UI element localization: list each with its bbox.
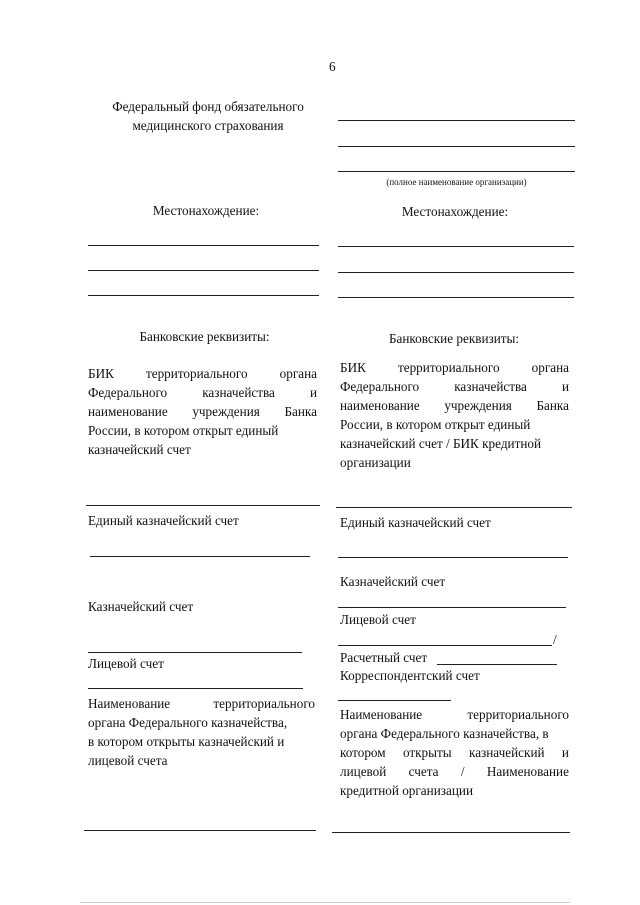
right-single-treasury-account-line xyxy=(338,557,568,558)
left-personal-account-line xyxy=(88,688,303,689)
left-location-line-2 xyxy=(88,270,319,271)
right-name-word: и xyxy=(561,745,569,760)
left-org-title-line1: Федеральный фонд обязательного xyxy=(112,99,304,114)
right-bik-line-4: России, в котором открыт единый xyxy=(340,417,531,432)
right-correspondent-account-line xyxy=(338,700,451,701)
right-name-word: лицевой xyxy=(340,764,387,779)
right-correspondent-account-label: Корреспондентский счет xyxy=(340,668,480,683)
right-personal-account-line xyxy=(338,645,552,646)
left-bik-word: наименование xyxy=(88,404,168,419)
right-name-word: счета xyxy=(408,764,439,779)
right-settlement-account-label: Расчетный счет xyxy=(340,650,428,665)
right-org-name-line-3 xyxy=(338,171,575,172)
right-bik-line-3 xyxy=(340,396,569,415)
left-bik-word: органа xyxy=(279,366,317,381)
left-bik-block xyxy=(88,364,317,459)
left-bik-line xyxy=(86,505,320,506)
left-signature-line xyxy=(84,830,316,831)
left-treasury-account-label: Казначейский счет xyxy=(88,599,194,614)
left-bik-word: БИК xyxy=(88,366,114,381)
right-bik-line-5: казначейский счет / БИК кредитной xyxy=(340,436,542,451)
right-bik-word: органа xyxy=(531,360,569,375)
left-treasury-body-line-2: органа Федерального казначейства, xyxy=(88,715,288,730)
right-bik-line-6: организации xyxy=(340,455,411,470)
left-treasury-body-line-4: лицевой счета xyxy=(88,753,168,768)
right-name-line-1 xyxy=(340,705,569,724)
right-name-word: Наименование xyxy=(486,764,569,779)
right-name-word: территориального xyxy=(467,707,569,722)
left-org-title-line2: медицинского страхования xyxy=(132,118,284,133)
left-bik-word: учреждения xyxy=(192,404,260,419)
right-location-line-3 xyxy=(338,297,574,298)
right-signature-line xyxy=(332,832,570,833)
right-treasury-account-label: Казначейский счет xyxy=(340,574,446,589)
right-location-line-1 xyxy=(338,246,574,247)
right-treasury-account-line xyxy=(338,607,566,608)
left-bik-word: территориального xyxy=(145,366,248,381)
right-org-name-line-1 xyxy=(338,120,575,121)
right-name-block xyxy=(340,705,569,800)
right-bank-details-label: Банковские реквизиты: xyxy=(388,331,520,346)
right-settlement-account-line xyxy=(437,664,557,665)
right-name-line-5: кредитной организации xyxy=(340,783,474,798)
right-bik-word: наименование xyxy=(340,398,420,413)
right-bik-word: БИК xyxy=(340,360,366,375)
right-bik-word: Банка xyxy=(536,398,569,413)
right-bik-line-1 xyxy=(340,358,569,377)
left-treasury-body-block xyxy=(88,694,315,770)
left-bank-details-label: Банковские реквизиты: xyxy=(139,329,270,344)
left-bik-line-2 xyxy=(88,383,317,402)
right-name-line-4 xyxy=(340,762,569,781)
page-number: 6 xyxy=(329,59,336,74)
left-bik-line-1 xyxy=(88,364,317,383)
right-name-word: Наименование xyxy=(340,707,423,722)
left-treasury-body-line-1 xyxy=(88,694,315,713)
right-bik-word: и xyxy=(561,379,569,394)
right-bik-word: территориального xyxy=(397,360,500,375)
right-name-line-3 xyxy=(340,743,569,762)
left-single-treasury-account-label: Единый казначейский счет xyxy=(88,513,239,528)
left-bik-line-5: казначейский счет xyxy=(88,442,191,457)
right-name-word: казначейский xyxy=(468,745,545,760)
right-bik-line xyxy=(336,507,572,508)
right-personal-account-slash: / xyxy=(553,632,557,647)
left-location-line-3 xyxy=(88,295,319,296)
right-bik-word: Федерального xyxy=(340,379,420,394)
right-name-line-2: органа Федерального казначейства, в xyxy=(340,726,549,741)
scan-edge-line xyxy=(80,902,570,903)
right-org-name-line-2 xyxy=(338,146,575,147)
left-bik-line-4: России, в котором открыт единый xyxy=(88,423,279,438)
right-name-word: котором xyxy=(340,745,386,760)
left-single-treasury-account-line xyxy=(90,556,310,557)
left-org-title xyxy=(88,97,328,135)
left-bik-line-3 xyxy=(88,402,317,421)
left-treasury-body-line-3: в котором открыты казначейский и xyxy=(88,734,285,749)
left-location-label: Местонахождение: xyxy=(152,203,260,218)
right-bik-word: учреждения xyxy=(444,398,512,413)
right-bik-block xyxy=(340,358,569,472)
left-treasury-account-line xyxy=(88,652,302,653)
left-bik-word: и xyxy=(309,385,317,400)
right-personal-account-label: Лицевой счет xyxy=(340,612,416,627)
right-full-name-caption: (полное наименование организации) xyxy=(386,177,527,187)
right-bik-word: казначейства xyxy=(454,379,527,394)
right-location-line-2 xyxy=(338,272,574,273)
left-bik-word: Федерального xyxy=(88,385,168,400)
left-location-line-1 xyxy=(88,245,319,246)
left-personal-account-label: Лицевой счет xyxy=(88,656,164,671)
right-name-word: / xyxy=(460,764,465,779)
left-treasury-body-word: территориального xyxy=(213,696,315,711)
left-bik-word: Банка xyxy=(284,404,317,419)
right-bik-line-2 xyxy=(340,377,569,396)
right-location-label: Местонахождение: xyxy=(401,204,509,219)
left-treasury-body-word: Наименование xyxy=(88,696,171,711)
left-bik-word: казначейства xyxy=(202,385,275,400)
right-single-treasury-account-label: Единый казначейский счет xyxy=(340,515,491,530)
right-name-word: открыты xyxy=(402,745,452,760)
